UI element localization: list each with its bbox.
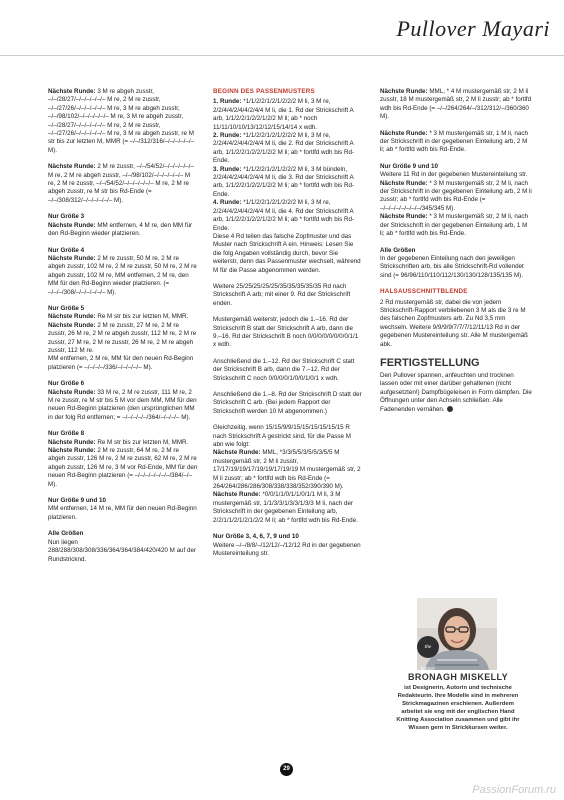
header-divider (0, 55, 564, 56)
decrease-block: Gleichzeitig, wenn 15/15/9/9/15/15/15/15/15/15 R nach Strickschrift A gestrickt sind, für die Passe M abn wie folgt: Nächste Runde: MML, *3/3/5/5/3/5/5/3/5/5 M mustergemäß str, 2 M li zusstr, 17/17/19/19/17/19/19/17/19/19 M mustergemäß str, 2 M li zusstr; ab * fortlfd wdh bis Rd-Ende (= 264/264/286/286/308/338/338/352/390/390 M). Nächste Runde: *0/0/1/1/0/1/1/0/1/1 M li, 3 M mustergemäß str, 1/1/3/3/1/3/3/1/3/3 M li, nach der Strickschrift in der gegebenen Einteilung arb, 2/2/1/1/2/1/2/1/2/2 M li; ab * fortlfd wdh bis Rd-Ende. (213, 424, 361, 524)
instruction-paragraph: Weitere 25/25/25/25/25/35/35/35/35/35 Rd nach Strickschrift A arb; mit einer 9. Rd der Strickschrift enden. (213, 282, 351, 307)
instruction-paragraph: Anschließend die 1.–12. Rd der Strickschrift C statt der Strickschrift B arb, dann die 7.–12. Rd der Strickschrift C noch 0/0/0/0/1/0/0/1/0/1 x wdh. (213, 357, 355, 382)
column-3 (380, 88, 532, 422)
section-heading: HALSAUSSCHNITTBLENDE (380, 288, 468, 296)
all-sizes-block: Alle Größen Nun liegen 288/288/308/308/336/364/364/384/420/420 M auf der Rundstricknd. (48, 530, 197, 563)
instruction-paragraph: 2 Rd mustergemäß str, dabei die von jedem Strickschrift-Rapport verbliebenen 3 M als die 3 re M des falschen Zopfmusters arb. Zu Nd 3,5 mm wechseln. Weitere 9/9/9/9/7/7/7/12/11/13 Rd in der gegebenen Mustereinteilung str. Alle M mustergemäß abk. (380, 298, 528, 348)
instruction-paragraph: Anschließend die 1.–8. Rd der Strickschrift D statt der Strickschrift C arb. (Bei jedem Rapport der Strickschrift werden 10 M abgenommen.) (213, 391, 362, 415)
pattern-note: Diese 4 Rd teilen das falsche Zopfmuster und das Muster nach Strickschrift A ein. Hinweis: Lesen Sie die folg Angaben vollständig durch, bevor Sie weiterstr, denn das Passenmuster wechselt, während M für die Passe abgenommen werden. (213, 232, 361, 274)
size-9-10-block: Nur Größe 9 und 10 MM entfernen, 14 M re, MM für den neuen Rd-Beginn platzieren. (48, 497, 197, 521)
author-photo (417, 598, 497, 670)
instruction-paragraph: Mustergemäß weiterstr, jedoch die 1.–16. Rd der Strickschrift B statt der Strickschrift A arb, dann die 9.–16. Rd der Strickschrift B noch 0/0/0/0/0/0/0/0/1/1 x wdh. (213, 316, 359, 349)
size-4-block: Nur Größe 4 Nächste Runde: 2 M re zusstr, 50 M re, 2 M re abgeh zusstr, 102 M re, 2 M re zusstr, 50 M re, 2 M re abgeh zusstr, 102 M re, MM entfernen, 2 M re, den MM für den Rd-Beginn wieder platzieren. (= –/–/–/308/–/–/–/–/–/– M). (48, 246, 197, 296)
watermark: PassionForum.ru (472, 784, 556, 796)
round-4: 4. Runde: *1/1/2/2/1/2/1/2/2/2 M li, 3 M re, 2/2/4/4/2/4/4/2/4/4 M li, die 4. Rd der Strickschrift A arb, 1/1/2/2/1/2/2/1/2/2 M li; ab * fortlfd wdh bis Rd-Ende. (213, 199, 355, 232)
size-5-block: Nur Größe 5 Nächste Runde: Re M str bis zur letzten M, MMR. Nächste Runde: 2 M re zusstr, 27 M re, 2 M re zusstr, 26 M re, 2 M re abgeh zusstr, 112 M re, 2 M re zusstr, 27 M re, 2 M re zusstr, 26 M re, 2 M re abgeh zusstr, 112 M re. MM entfernen, 2 M re, MM für den neuen Rd-Beginn platzieren (= –/–/–/–/336/–/–/–/–/– M). (48, 304, 197, 371)
author-bio: ist Designerin, Autorin und technische Redakteurin. Ihre Modelle sind in mehreren Strickmagazinen erschienen. Außerdem arbeitet sie eng mit der englischen Hand Knitting Association zusammen und gibt ihr Wissen gern in Strickkursen weiter. (396, 685, 520, 731)
instruction-paragraph: Nächste Runde: 2 M re zusstr, –/–/54/52/–/–/–/–/–/– M re, 2 M re abgeh zusstr, –/–/98/102/–/–/–/–/–/– M re, 2 M re zusstr, –/–/54/52/–/–/–/–/–/– M re, 2 M re abgeh zusstr, re M str bis Rd-Ende (= –/–/308/312/–/–/–/–/–/– M). (48, 163, 194, 204)
instruction-paragraph: Nächste Runde: MML, * 4 M mustergemäß str, 2 M li zusstr, 18 M mustergemäß str, 2 M li zusstr; ab * fortlfd wdh bis Rd-Ende (= –/–/264/264/–/312/312/–/360/360 M). (380, 88, 532, 121)
size-3-block: Nur Größe 3 Nächste Runde: MM entfernen, 4 M re, den MM für den Rd-Beginn wieder platzieren. (48, 213, 193, 238)
sizes-3-4-6-7-9-10-block: Nur Größe 3, 4, 6, 7, 9 und 10 Weitere –/–/8/8/–/12/12/–/12/12 Rd in der gegebenen Mustereinteilung str. (213, 533, 361, 557)
instruction-paragraph: Nächste Runde: 3 M re abgeh zusstr, –/–/28/27/–/–/–/–/–/– M re, 2 M re zusstr, –/–/27/26/–/–/–/–/–/– M re, 3 M re abgeh zusstr, –/–/98/102/–/–/–/–/–/– M re, 3 M re abgeh zusstr, –/–/28/27/–/–/–/–/–/– M re, 2 M re zusstr, –/–/27/26/–/–/–/–/–/– M re, 3 M re abgeh zusstr, re M str bis zur letzten M, MMR (= –/–/312/316/–/–/–/–/–/– M). (48, 88, 195, 154)
size-9-10-block: Nur Größe 9 und 10 Weitere 11 Rd in der gegebenen Mustereinteilung str. Nächste Runde: * 3 M mustergemäß str, 2 M li, nach der Strickschrift in der gegebenen Einteilung arb, 2 M li zusstr; ab * fortlfd wdh bis Rd-Ende (= –/–/–/–/–/–/–/–/345/345 M). Nächste Runde: * 3 M mustergemäß str, 2 M li, nach der Strickschrift in der gegebenen Einteilung arb, 1 M li; ab * fortlfd wdh bis Rd-Ende. (380, 162, 532, 238)
all-sizes-block: Alle Größen In der gegebenen Einteilung nach den jeweiligen Strickschriften arb, bis alle Strickschrift-Rd vollendet sind (= 96/96/110/110/112/130/130/128/135/135 M). (380, 246, 524, 279)
instruction-paragraph: Nächste Runde: * 3 M mustergemäß str, 1 M li, nach der Strickschrift in der gegebenen Einteilung arb, 2 M li; ab * fortlfd wdh bis Rd-Ende. (380, 129, 528, 154)
size-6-block: Nur Größe 6 Nächste Runde: 33 M re, 2 M re zusstr, 111 M re, 2 M re zusstr, re M str bis 5 M vor dem MM, MM für den neuen Rd-Beginn platzieren (den ursprünglichen MM in der folg Rd entfernen; = –/–/–/–/–/364/–/–/–/– M). (48, 380, 197, 421)
section-heading: BEGINN DES PASSENMUSTERS (213, 88, 315, 95)
round-1: 1. Runde: *1/1/2/2/1/2/1/2/2/2 M li, 3 M re, 2/2/4/4/2/4/4/2/4/4 M li, die 1. Rd der Strickschrift A arb, 1/1/2/2/1/2/2/1/2/2 M li; ab * noch 11/11/10/10/13/12/12/15/14/14 x wdh. (213, 98, 354, 131)
author-name: BRONAGH MISKELLY (407, 672, 509, 682)
column-1 (48, 88, 198, 572)
round-2: 2. Runde: *1/1/2/2/1/2/1/2/2/2 M li, 3 M re, 2/2/4/4/2/4/4/2/4/4 M li, die 2. Rd der Strickschrift A arb, 1/1/2/2/1/2/2/1/2/2 M li; ab * fortlfd wdh bis Rd-Ende. (213, 132, 355, 165)
end-mark-icon (447, 406, 453, 412)
knitter-badge-icon: the knitter (417, 636, 439, 658)
finishing-heading: FERTIGSTELLUNG (380, 356, 480, 369)
round-3: 3. Runde: *1/1/2/2/1/2/1/2/2/2 M li, 3 M bündeln, 2/2/4/4/2/4/4/2/4/4 M li, die 3. Rd der Strickschrift A arb, 1/1/2/2/1/2/2/1/2/2 M li; ab * fortlfd wdh bis Rd-Ende. (213, 165, 355, 198)
page-number: 29 (280, 763, 293, 776)
size-8-block: Nur Größe 8 Nächste Runde: Re M str bis zur letzten M, MMR. Nächste Runde: 2 M re zusstr, 64 M re, 2 M re abgeh zusstr, 126 M re, 2 M re zusstr, 62 M re, 2 M re abgeh zusstr, 126 M re, 3 M vor Rd-Ende, MM für den neuen Rd-Beginn platzieren (= –/–/–/–/–/–/–/384/–/– M). (48, 430, 198, 488)
page-title: Pullover Mayari (396, 16, 550, 41)
finishing-paragraph: Den Pullover spannen, anfeuchten und trocknen lassen oder mit einer darüber gehaltenen (nicht aufgesetzten!) Dampfbügeleisen in Form dämpfen. Die Öffnungen unter den Achseln schließen. Alle Fadenenden vernähen. (380, 371, 532, 413)
column-2 (213, 88, 363, 566)
